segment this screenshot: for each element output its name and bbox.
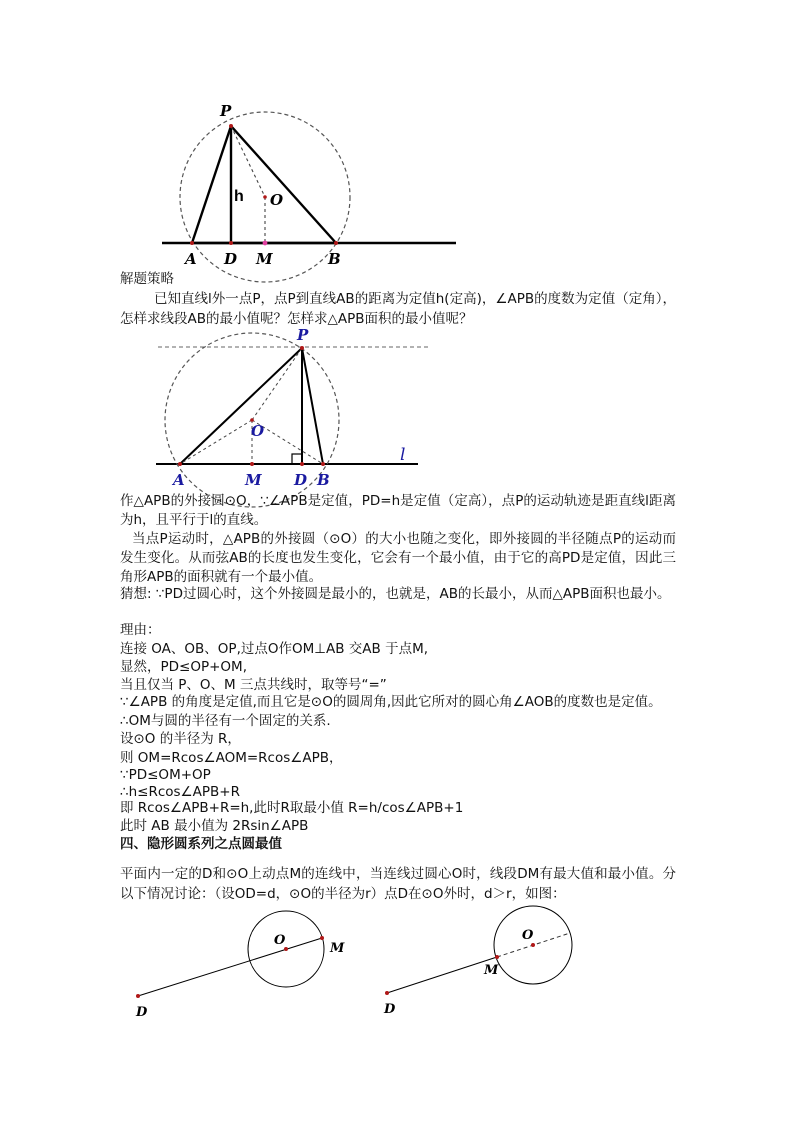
fig4-segment-dm [387,957,497,993]
paragraph-2: 当点P运动时，△APB的外接圆（⊙O）的大小也随之变化，即外接圆的半径随点P的运动而发生变化。从而弦AB的长度也发生变化，它会有一个最小值，由于它的高PD是定值，因此三角形APB的面积就有一个最小值。 [120,531,676,585]
paragraph-3-conjecture: 猜想: ∵PD过圆心时，这个外接圆是最小的，也就是，AB的长最小，从而△APB面积也最小。 [120,586,671,602]
fig2-label-l: l [400,445,406,465]
fig4-label-o: O [522,928,534,943]
fig2-label-b: B [317,471,330,489]
figure-3 [135,911,345,1020]
fig3-segment-dm [138,938,322,996]
fig1-point-d [229,241,233,245]
fig4-point-o [531,943,535,947]
reason-line: 则 OM=Rcos∠AOM=Rcos∠APB， [120,750,343,766]
reason-line: 连接 OA、OB、OP,过点O作OM⊥AB 交AB 于点M, [120,641,429,657]
reason-line: 显然，PD≤OP+OM, [120,659,247,675]
fig2-point-p [300,346,304,350]
fig2-right-angle-mark [292,454,302,464]
reason-line: 设⊙O 的半径为 R， [120,731,241,747]
reason-line: ∵PD≤OM+OP [120,767,211,783]
fig4-point-m [495,955,499,959]
fig1-label-h: h [234,188,244,205]
fig2-point-d [300,462,304,466]
fig3-point-m [320,936,324,940]
fig1-label-d: D [224,250,238,268]
figure-4 [383,906,572,1017]
figure-1 [162,102,456,282]
fig3-label-d: D [136,1005,148,1020]
fig1-label-o: O [270,191,284,209]
paragraph-1: 作△APB的外接圆⊙O，∵∠APB是定值，PD=h是定值（定高），点P的运动轨迹是距直线l距离为h，且平行于l的直线。 [120,493,676,528]
fig3-label-m: M [330,941,345,956]
fig4-label-d: D [384,1002,396,1017]
fig2-point-m [250,462,254,466]
reason-line: 此时 AB 最小值为 2Rsin∠APB [120,818,309,834]
fig3-label-o: O [274,933,286,948]
fig1-point-p [229,124,233,128]
fig2-label-d: D [294,471,308,489]
fig1-point-a [190,241,194,245]
fig1-segment-po [231,126,265,197]
fig2-label-o: O [251,422,265,440]
fig1-label-p: P [220,102,232,120]
fig1-label-a: A [185,250,197,268]
fig4-point-d [385,991,389,995]
section-4-intro: 平面内一定的D和⊙O上动点M的连线中，当连线过圆心O时，线段DM有最大值和最小值。分以下情况讨论：（设OD=d，⊙O的半径为r）点D在⊙O外时，d＞r，如图： [120,866,676,902]
section-4-title: 四、隐形圆系列之点圆最值 [120,836,282,852]
fig4-label-m: M [484,963,499,978]
fig2-label-p: P [297,326,309,344]
reason-line: 理由： [120,622,161,638]
figure-2 [156,326,428,507]
intro-paragraph: 已知直线l外一点P，点P到直线AB的距离为定值h(定高)，∠APB的度数为定值（定角），怎样求线段AB的最小值呢？怎样求△APB面积的最小值呢？ [120,291,676,327]
reason-line: ∴h≤Rcos∠APB+R [120,784,240,800]
fig2-label-a: A [173,471,185,489]
reason-line: ∴OM与圆的半径有一个固定的关系. [120,713,331,729]
reason-line: ∵∠APB 的角度是定值,而且它是⊙O的圆周角,因此它所对的圆心角∠AOB的度数也是定值。 [120,694,662,710]
fig1-point-m [263,241,268,246]
fig2-point-a [178,462,182,466]
reason-line: 即 Rcos∠APB+R=h,此时R取最小值 R=h/cos∠APB+1 [120,800,464,816]
fig2-segment-op [252,348,302,420]
fig3-point-d [136,994,140,998]
section-title-strategy: 解题策略 [120,271,174,287]
fig2-segment-oa [180,420,252,464]
fig2-point-b [321,462,325,466]
reason-line: 当且仅当 P、O、M 三点共线时，取等号“=” [120,677,387,693]
fig1-triangle-apb [192,126,336,243]
fig1-point-b [334,241,338,245]
fig1-label-m: M [256,250,273,268]
fig2-label-m: M [245,471,262,489]
fig1-point-o [263,195,267,199]
fig1-label-b: B [328,250,341,268]
